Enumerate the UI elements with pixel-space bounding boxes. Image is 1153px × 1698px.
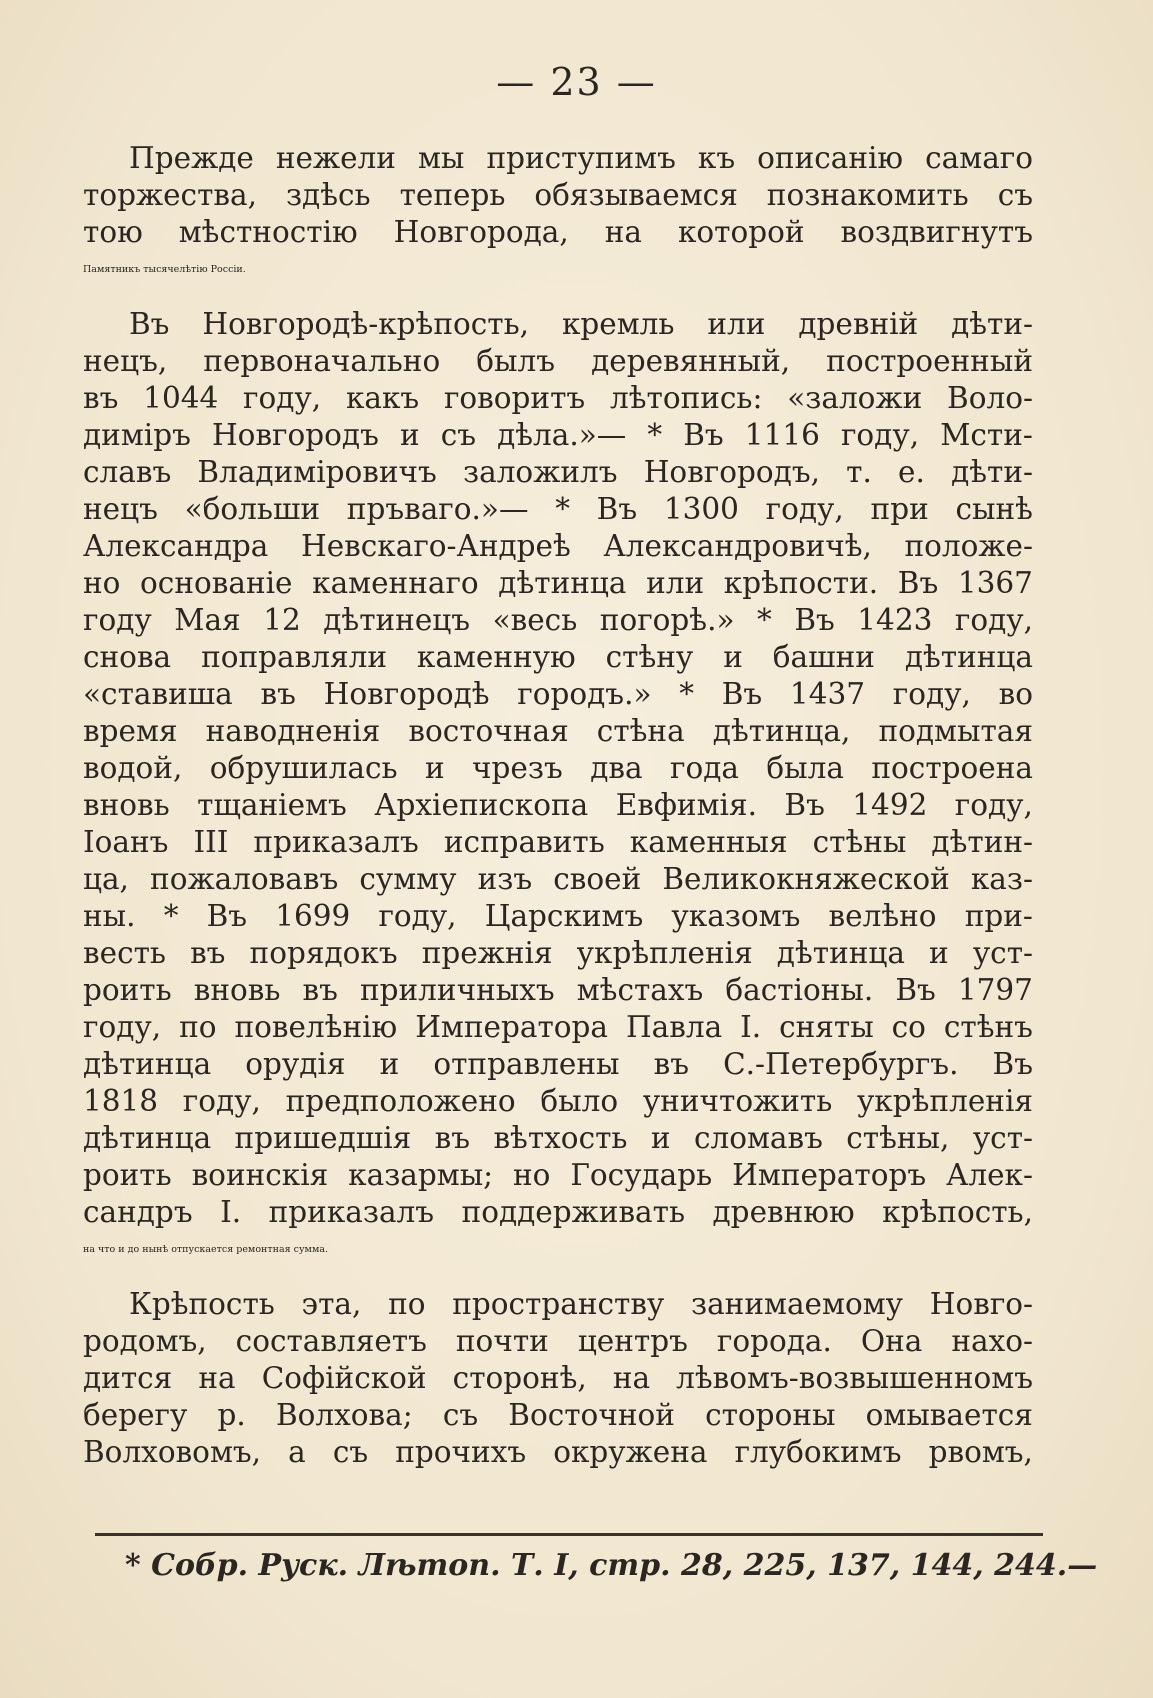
text-line: тою мѣстностію Новгорода, на которой воздвигнутъ: [83, 215, 1033, 249]
text-line: ца, пожаловавъ сумму изъ своей Великокняжеской каз-: [83, 862, 1033, 896]
text-line: ны. * Въ 1699 году, Царскимъ указомъ велѣно при-: [83, 899, 1033, 933]
text-line: Іоанъ III приказалъ исправить каменныя стѣны дѣтин-: [83, 825, 1033, 859]
text-line: берегу р. Волхова; съ Восточной стороны омывается: [83, 1398, 1033, 1432]
text-line: дѣтинца пришедшія въ вѣтхость и сломавъ стѣны, уст-: [83, 1121, 1033, 1155]
text-line: Въ Новгородѣ-крѣпость, кремль или древній дѣти-: [129, 307, 1033, 341]
text-line: роить вновь въ приличныхъ мѣстахъ бастіоны. Въ 1797: [83, 973, 1033, 1007]
text-line: году Мая 12 дѣтинецъ «весь погорѣ.» * Въ 1423 году,: [83, 603, 1033, 637]
text-line: но основаніе каменнаго дѣтинца или крѣпости. Въ 1367: [83, 566, 1033, 600]
text-line: дится на Софійской сторонѣ, на лѣвомъ-возвышенномъ: [83, 1361, 1033, 1395]
text-line: нецъ, первоначально былъ деревянный, построенный: [83, 344, 1033, 378]
text-line: «ставиша въ Новгородѣ городъ.» * Въ 1437 году, во: [83, 677, 1033, 711]
text-line: водой, обрушилась и чрезъ два года была построена: [83, 751, 1033, 785]
text-line: году, по повелѣнію Императора Павла I. сняты со стѣнъ: [83, 1010, 1033, 1044]
text-line: въ 1044 году, какъ говоритъ лѣтопись: «заложи Воло-: [83, 381, 1033, 415]
paragraph: [83, 306, 1033, 1268]
text-line: вновь тщаніемъ Архіепископа Евфимія. Въ 1492 году,: [83, 788, 1033, 822]
text-line: нецъ «больши пръваго.»— * Въ 1300 году, при сынѣ: [83, 492, 1033, 526]
text-line: сандръ I. приказалъ поддерживать древнюю крѣпость,: [83, 1195, 1033, 1229]
paragraph: [83, 1286, 1033, 1471]
text-line: весть въ порядокъ прежнія укрѣпленія дѣтинца и уст-: [83, 936, 1033, 970]
text-line: славъ Владиміровичъ заложилъ Новгородъ, т. е. дѣти-: [83, 455, 1033, 489]
text-line: роить воинскія казармы; но Государь Императоръ Алек-: [83, 1158, 1033, 1192]
text-line: на что и до нынѣ отпускается ремонтная сумма.: [83, 1244, 329, 1255]
text-line: Памятникъ тысячелѣтію Россіи.: [83, 264, 246, 275]
text-line: торжества, здѣсь теперь обязываемся познакомить съ: [83, 178, 1033, 212]
text-line: 1818 году, предположено было уничтожить укрѣпленія: [83, 1084, 1033, 1118]
paragraph: [83, 140, 1033, 288]
text-line: Александра Невскаго-Андреѣ Александровичѣ, положе-: [83, 529, 1033, 563]
text-line: родомъ, составляетъ почти центръ города. Она нахо-: [83, 1324, 1033, 1358]
text-line: Крѣпость эта, по пространству занимаемому Новго-: [129, 1287, 1033, 1321]
text-line: Волховомъ, а съ прочихъ окружена глубокимъ рвомъ,: [83, 1435, 1033, 1469]
footnote: * Собр. Руск. Лѣтоп. Т. I, стр. 28, 225, 137, 144, 244.—: [125, 1548, 1098, 1583]
footnote-rule: [95, 1533, 1043, 1536]
text-line: дѣтинца орудія и отправлены въ С.-Петербургъ. Въ: [83, 1047, 1033, 1081]
text-line: Прежде нежели мы приступимъ къ описанію самаго: [129, 141, 1033, 175]
page-number: — 23 —: [496, 60, 657, 104]
text-line: время наводненія восточная стѣна дѣтинца, подмытая: [83, 714, 1033, 748]
text-line: диміръ Новгородъ и съ дѣла.»— * Въ 1116 году, Мсти-: [83, 418, 1033, 452]
text-line: снова поправляли каменную стѣну и башни дѣтинца: [83, 640, 1033, 674]
body-text: [83, 140, 1033, 1471]
